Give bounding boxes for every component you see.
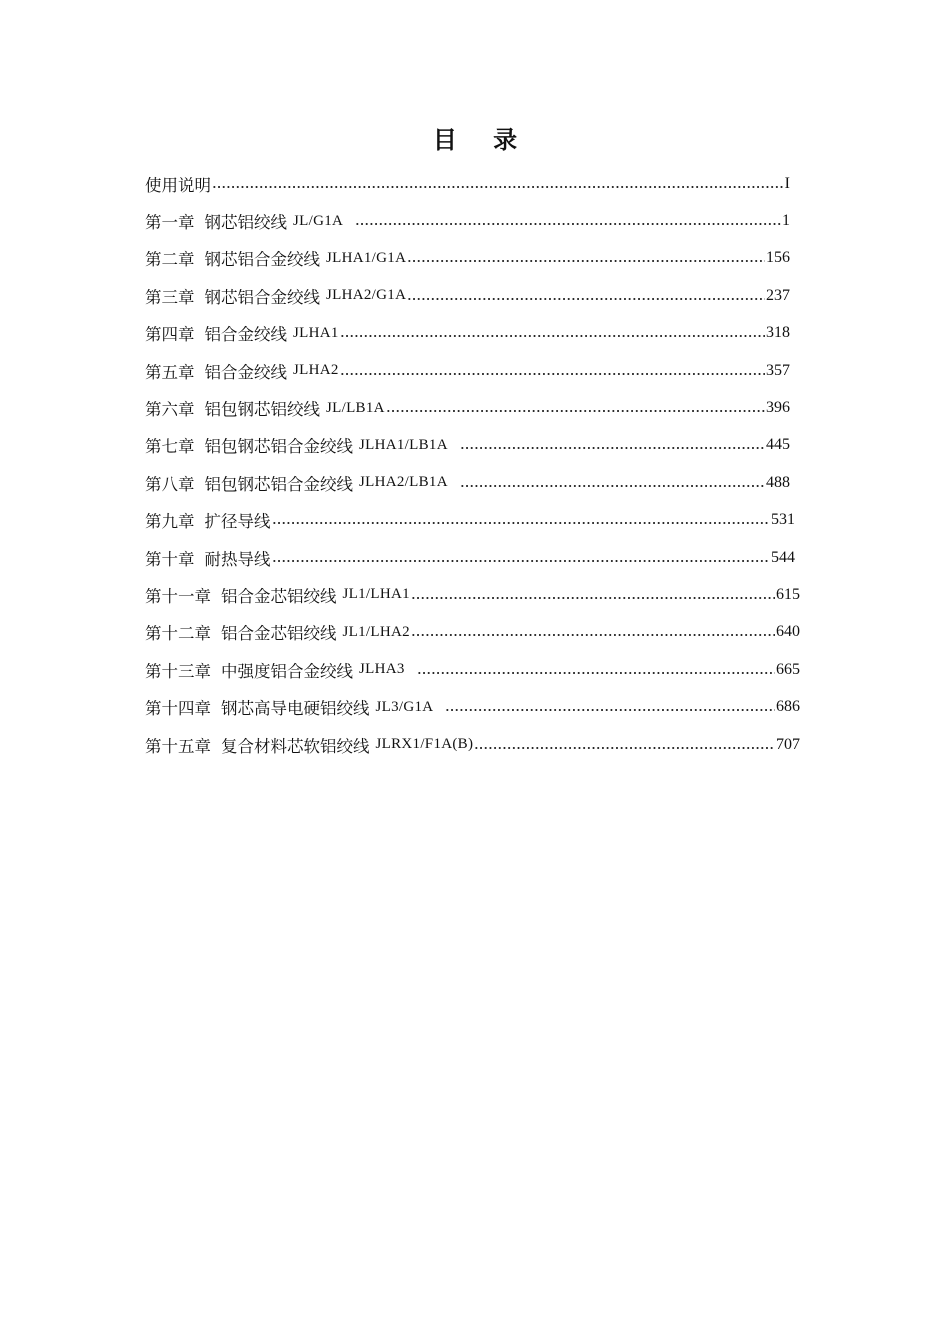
entry-page-number: 531 — [771, 511, 795, 529]
entry-title: 铝合金绞线 — [204, 325, 287, 345]
entry-page-number: 318 — [766, 324, 790, 342]
toc-entry[interactable] — [145, 165, 790, 202]
dot-leader — [460, 475, 765, 491]
entry-chapter: 第四章 — [145, 325, 195, 345]
entry-title: 钢芯铝合金绞线 — [204, 250, 320, 270]
entry-page-number: 156 — [766, 249, 790, 267]
toc-entry[interactable] — [145, 726, 800, 763]
entry-page-number: 1 — [782, 212, 790, 230]
dot-leader — [272, 512, 771, 528]
entry-title: 扩径导线 — [204, 512, 271, 532]
entry-title: 铝包钢芯铝合金绞线 — [204, 437, 353, 457]
toc-list — [145, 165, 800, 763]
entry-title: 耐热导线 — [204, 549, 271, 569]
entry-chapter: 第十四章 — [145, 699, 211, 719]
entry-chapter: 第一章 — [145, 213, 195, 233]
entry-chapter: 第十五章 — [145, 736, 211, 756]
entry-chapter: 第三章 — [145, 287, 195, 307]
entry-code: JLHA2/LB1A — [359, 474, 448, 491]
dot-leader — [460, 437, 765, 453]
dot-leader — [411, 587, 775, 603]
entry-page-number: I — [784, 174, 790, 192]
dot-leader — [411, 624, 775, 640]
toc-entry[interactable] — [145, 539, 795, 576]
dot-leader — [407, 288, 765, 304]
toc-title: 目 录 — [432, 125, 532, 154]
entry-code: JL1/LHA2 — [342, 623, 410, 640]
entry-title: 钢芯高导电硬铝绞线 — [221, 699, 370, 719]
dot-leader — [340, 325, 765, 341]
entry-page-number: 396 — [766, 399, 790, 417]
entry-chapter: 第十二章 — [145, 624, 211, 644]
entry-title: 铝合金芯铝绞线 — [221, 586, 337, 606]
entry-page-number: 615 — [776, 585, 800, 603]
dot-leader — [340, 363, 765, 379]
dot-leader — [407, 250, 765, 266]
entry-code: JL1/LHA1 — [342, 586, 410, 603]
entry-title: 钢芯铝合金绞线 — [204, 287, 320, 307]
dot-leader — [417, 662, 775, 678]
entry-code: JLHA1/LB1A — [359, 436, 448, 453]
entry-page-number: 707 — [776, 735, 800, 753]
toc-entry[interactable] — [145, 651, 800, 688]
entry-title: 铝合金芯铝绞线 — [221, 624, 337, 644]
entry-title: 铝合金绞线 — [204, 362, 287, 382]
dot-leader — [474, 737, 775, 753]
entry-page-number: 544 — [771, 548, 795, 566]
entry-page-number: 665 — [776, 660, 800, 678]
toc-entry[interactable] — [145, 315, 790, 352]
toc-entry[interactable] — [145, 389, 790, 426]
toc-entry[interactable] — [145, 576, 800, 613]
entry-page-number: 686 — [776, 698, 800, 716]
dot-leader — [355, 213, 781, 229]
toc-entry[interactable] — [145, 240, 790, 277]
entry-code: JLRX1/F1A(B) — [375, 736, 474, 753]
entry-chapter: 第六章 — [145, 400, 195, 420]
dot-leader — [445, 699, 775, 715]
dot-leader — [386, 400, 765, 416]
entry-code: JLHA3 — [359, 661, 405, 678]
entry-page-number: 237 — [766, 286, 790, 304]
entry-chapter: 第十章 — [145, 549, 195, 569]
toc-entry[interactable] — [145, 202, 790, 239]
entry-page-number: 488 — [766, 473, 790, 491]
toc-entry[interactable] — [145, 688, 800, 725]
entry-code: JLHA1 — [293, 324, 339, 341]
entry-code: JL3/G1A — [375, 698, 434, 715]
toc-entry[interactable] — [145, 614, 800, 651]
entry-chapter: 第九章 — [145, 512, 195, 532]
entry-title: 复合材料芯软铝绞线 — [221, 736, 370, 756]
entry-code: JL/G1A — [293, 212, 344, 229]
entry-code: JLHA2/G1A — [326, 287, 407, 304]
entry-code: JLHA1/G1A — [326, 249, 407, 266]
entry-chapter: 第十三章 — [145, 661, 211, 681]
entry-chapter: 第十一章 — [145, 586, 211, 606]
entry-title: 铝包钢芯铝合金绞线 — [204, 474, 353, 494]
entry-code: JLHA2 — [293, 362, 339, 379]
toc-entry[interactable] — [145, 277, 790, 314]
entry-title: 铝包钢芯铝绞线 — [204, 400, 320, 420]
dot-leader — [212, 176, 784, 192]
toc-entry[interactable] — [145, 502, 795, 539]
entry-title: 钢芯铝绞线 — [204, 213, 287, 233]
toc-entry[interactable] — [145, 352, 790, 389]
entry-chapter: 使用说明 — [145, 175, 211, 195]
entry-title: 中强度铝合金绞线 — [221, 661, 353, 681]
entry-page-number: 357 — [766, 361, 790, 379]
entry-page-number: 640 — [776, 623, 800, 641]
entry-chapter: 第二章 — [145, 250, 195, 270]
entry-chapter: 第七章 — [145, 437, 195, 457]
entry-chapter: 第八章 — [145, 474, 195, 494]
toc-entry[interactable] — [145, 464, 790, 501]
dot-leader — [272, 550, 771, 566]
entry-page-number: 445 — [766, 436, 790, 454]
entry-chapter: 第五章 — [145, 362, 195, 382]
toc-entry[interactable] — [145, 427, 790, 464]
entry-code: JL/LB1A — [326, 399, 385, 416]
